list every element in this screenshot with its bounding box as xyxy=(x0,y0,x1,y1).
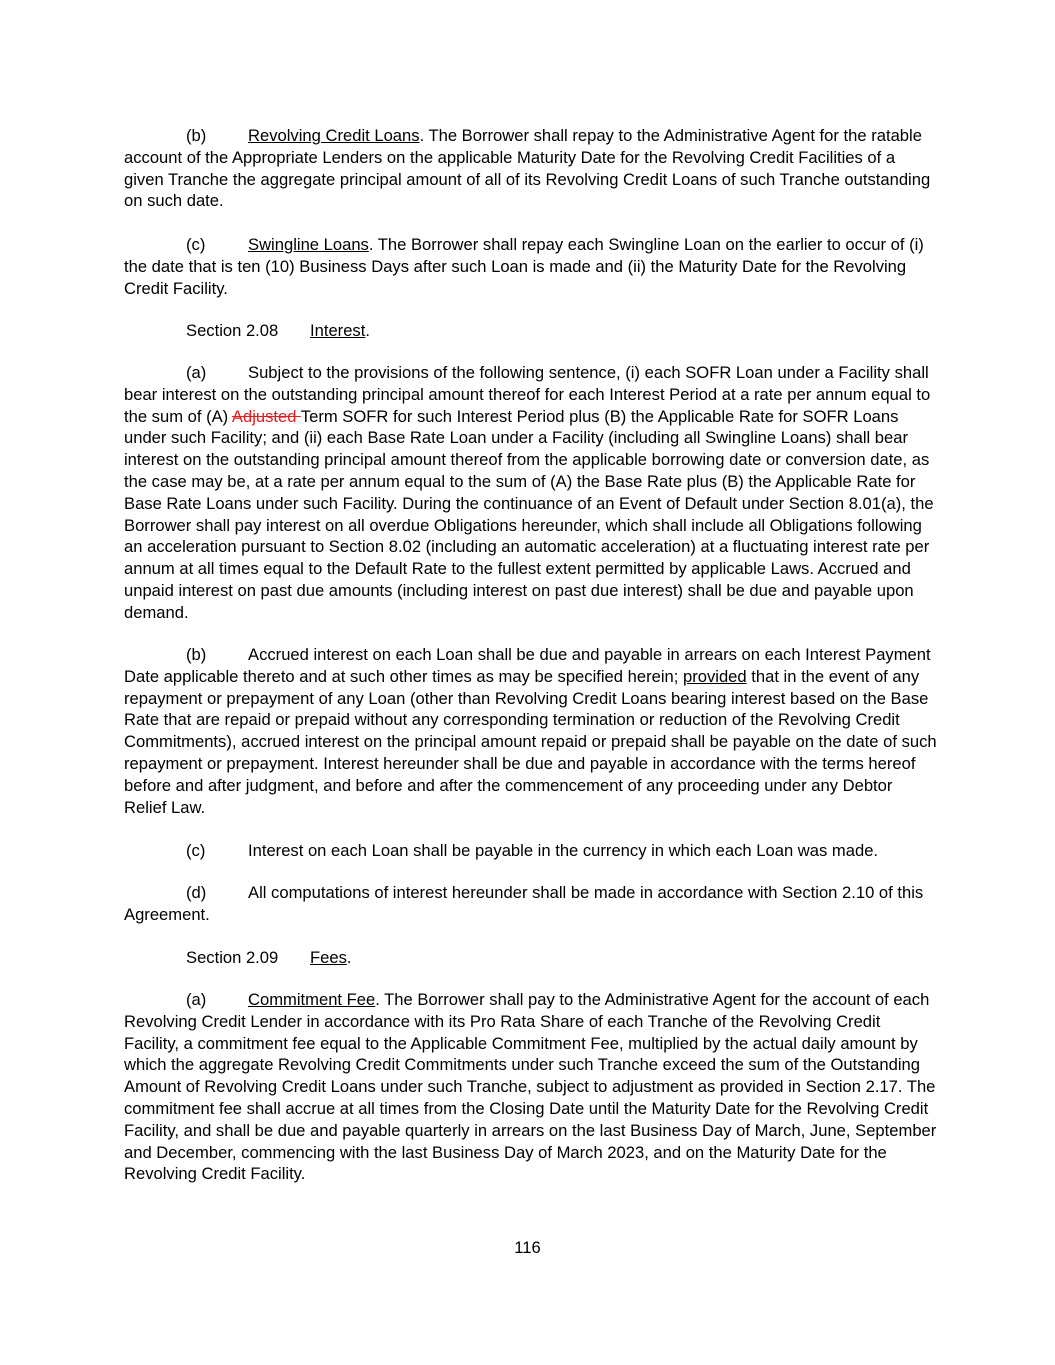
paragraph-text-before: Accrued interest on each Loan shall be due and payable in arrears on each Interest Payment Date applicable thereto and at such other times as may be specified herein; xyxy=(124,645,931,686)
paragraph-text: . The Borrower shall pay to the Administrative Agent for the account of each Revolving Credit Lender in accordance with its Pro Rata Share of each Tranche of the Revolving Credit Facility, a commitment fee equal to the Applicable Commitment Fee, multiplied by the actual daily amount by which the aggregate Revolving Credit Commitments under such Tranche exceed the sum of the Outstanding Amount of Revolving Credit Loans under such Tranche, subject to adjustment as provided in Section 2.17. The commitment fee shall accrue at all times from the Closing Date until the Maturity Date for the Revolving Credit Facility, and shall be due and payable quarterly in arrears on the last Business Day of March, June, September and December, commencing with the last Business Day of March 2023, and on the Maturity Date for the Revolving Credit Facility. xyxy=(124,990,937,1184)
paragraph-heading: Revolving Credit Loans xyxy=(248,126,420,145)
paragraph-interest-c xyxy=(124,840,938,862)
paragraph-revolving-credit-loans xyxy=(124,125,938,212)
paragraph-interest-d xyxy=(124,882,938,926)
paragraph-label: (c) xyxy=(186,235,206,254)
paragraph-label: (b) xyxy=(186,645,207,664)
paragraph-swingline-loans xyxy=(124,234,938,299)
paragraph-heading: Swingline Loans xyxy=(248,235,369,254)
section-title: Interest xyxy=(310,321,366,340)
paragraph-label: (a) xyxy=(186,990,207,1009)
paragraph-label: (c) xyxy=(186,841,206,860)
paragraph-commitment-fee xyxy=(124,989,938,1185)
underlined-term: provided xyxy=(682,666,747,686)
paragraph-text-after: Term SOFR for such Interest Period plus (B) the Applicable Rate for SOFR Loans under such Facility; and (ii) each Base Rate Loan under a Facility (including all Swingline Loans) shall bear interest on the outstanding principal amount thereof from the applicable borrowing date or conversion date, as the case may be, at a rate per annum equal to the sum of (A) the Base Rate plus (B) the Applicable Rate for Base Rate Loans under such Facility. During the continuance of an Event of Default under Section 8.01(a), the Borrower shall pay interest on all overdue Obligations hereunder, which shall include all Obligations following an acceleration pursuant to Section 8.02 (including an automatic acceleration) at a fluctuating interest rate per annum at all times equal to the Default Rate to the fullest extent permitted by applicable Laws. Accrued and unpaid interest on past due amounts (including interest on past due interest) shall be due and payable upon demand. xyxy=(124,406,934,622)
section-number: Section 2.09 xyxy=(186,948,279,967)
paragraph-text: Interest on each Loan shall be payable in the currency in which each Loan was made. xyxy=(248,841,879,860)
paragraph-label: (d) xyxy=(186,883,207,902)
section-2-09-heading xyxy=(124,947,938,969)
paragraph-text-before: Subject to the provisions of the following sentence, (i) each SOFR Loan under a Facility shall bear interest on the outstanding principal amount thereof for each Interest Period at a rate per annum equal to the sum of (A) xyxy=(124,363,931,426)
paragraph-text: . The Borrower shall repay each Swingline Loan on the earlier to occur of (i) the date that is ten (10) Business Days after such Loan is made and (ii) the Maturity Date for the Revolving Credit Facility. xyxy=(124,235,924,298)
page-number: 116 xyxy=(514,1238,541,1257)
paragraph-text: . The Borrower shall repay to the Administrative Agent for the ratable account of the Appropriate Lenders on the applicable Maturity Date for the Revolving Credit Facilities of a given Tranche the aggregate principal amount of all of its Revolving Credit Loans of such Tranche outstanding on such date. xyxy=(124,126,931,211)
section-title-suffix: . xyxy=(365,321,370,340)
paragraph-interest-a xyxy=(124,362,938,624)
paragraph-text-after: that in the event of any repayment or prepayment of any Loan (other than Revolving Credit Loans bearing interest based on the Base Rate that are repaid or prepaid without any corresponding termination or reduction of the Revolving Credit Commitments), accrued interest on the principal amount repaid or prepaid shall be payable on the date of such repayment or prepayment. Interest hereunder shall be due and payable in accordance with the terms hereof before and after judgment, and before and after the commencement of any proceeding under any Debtor Relief Law. xyxy=(124,666,937,817)
section-2-08-heading xyxy=(124,320,938,342)
paragraph-label: (b) xyxy=(186,126,207,145)
section-title: Fees xyxy=(310,948,347,967)
paragraph-text: All computations of interest hereunder shall be made in accordance with Section 2.10 of this Agreement. xyxy=(124,883,924,924)
paragraph-heading: Commitment Fee xyxy=(248,990,376,1009)
deleted-text: Adjusted xyxy=(231,406,301,426)
section-number: Section 2.08 xyxy=(186,321,279,340)
paragraph-label: (a) xyxy=(186,363,207,382)
section-title-suffix: . xyxy=(346,948,352,967)
paragraph-interest-b xyxy=(124,644,938,818)
